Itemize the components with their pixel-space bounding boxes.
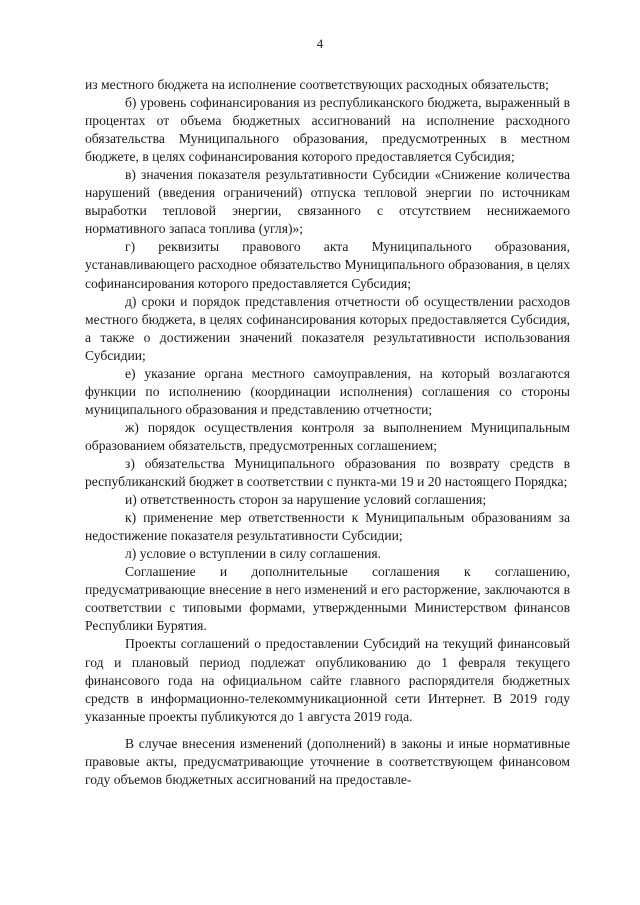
list-item-i: и) ответственность сторон за нарушение условий соглашения; — [125, 492, 487, 508]
paragraph-amendments: В случае внесения изменений (дополнений) в законы и иные нормативные правовые акты, предусматривающие уточнение в соответствующем финансовом году объемов бюджетных ассигнований на предоставле- — [85, 735, 570, 787]
list-item-b: б) уровень софинансирования из республиканского бюджета, выраженный в процентах от объема бюджетных ассигнований на исполнение расходного обязательства Муниципального образования, предусмотренных в местном бюджете, в целях софинансирования которого предоставляется Субсидия; — [85, 95, 570, 165]
list-item-k: к) применение мер ответственности к Муниципальным образованиям за недостижение показателя результативности Субсидии; — [85, 510, 570, 544]
list-item-z: з) обязательства Муниципального образования по возврату средств в республиканский бюджет в соответствии с пункта-ми 19 и 20 настоящего Порядка; — [85, 455, 570, 490]
list-item-l: л) условие о вступлении в силу соглашения. — [125, 546, 382, 562]
page-number: 4 — [316, 36, 324, 51]
list-item-zh: ж) порядок осуществления контроля за выполнением Муниципальным образованием обязательств, предусмотренных соглашением; — [85, 419, 570, 453]
document-body — [85, 76, 570, 789]
list-item-d: д) сроки и порядок представления отчетности об осуществлении расходов местного бюджета, в целях софинансирования которых предоставляется Субсидия, а также о достижении значений показателя результативности использования Субсидии; — [85, 293, 570, 363]
paragraph-draft-publication: Проекты соглашений о предоставлении Субсидий на текущий финансовый год и плановый период подлежат опубликованию до 1 февраля текущего финансового года на официальном сайте главного распорядителя бюджетных средств в информационно-телекоммуникационной сети Интернет. В 2019 году указанные проекты публикуются до 1 августа 2019 года. — [85, 636, 570, 724]
list-item-g: г) реквизиты правового акта Муниципального образования, устанавливающего расходное обязательство Муниципального образования, в целях софинансирования которого предоставляется Субсидия; — [85, 239, 570, 291]
paragraph-agreement-forms: Соглашение и дополнительные соглашения к соглашению, предусматривающие внесение в него изменений и его расторжение, заключаются в соответствии с типовыми формами, утвержденными Министерством финансов Республики Бурятия. — [85, 564, 570, 634]
list-item-e: е) указание органа местного самоуправления, на который возлагаются функции по исполнению (координации исполнения) соглашения со стороны муниципального образования и представлению отчетности; — [85, 365, 570, 417]
paragraph-continuation: из местного бюджета на исполнение соответствующих расходных обязательств; — [85, 77, 549, 92]
list-item-v: в) значения показателя результативности Субсидии «Снижение количества нарушений (введения ограничений) отпуска тепловой энергии по источникам выработки тепловой энергии, связанного с отсутствием неснижаемого нормативного запаса топлива (угля)»; — [85, 167, 570, 237]
